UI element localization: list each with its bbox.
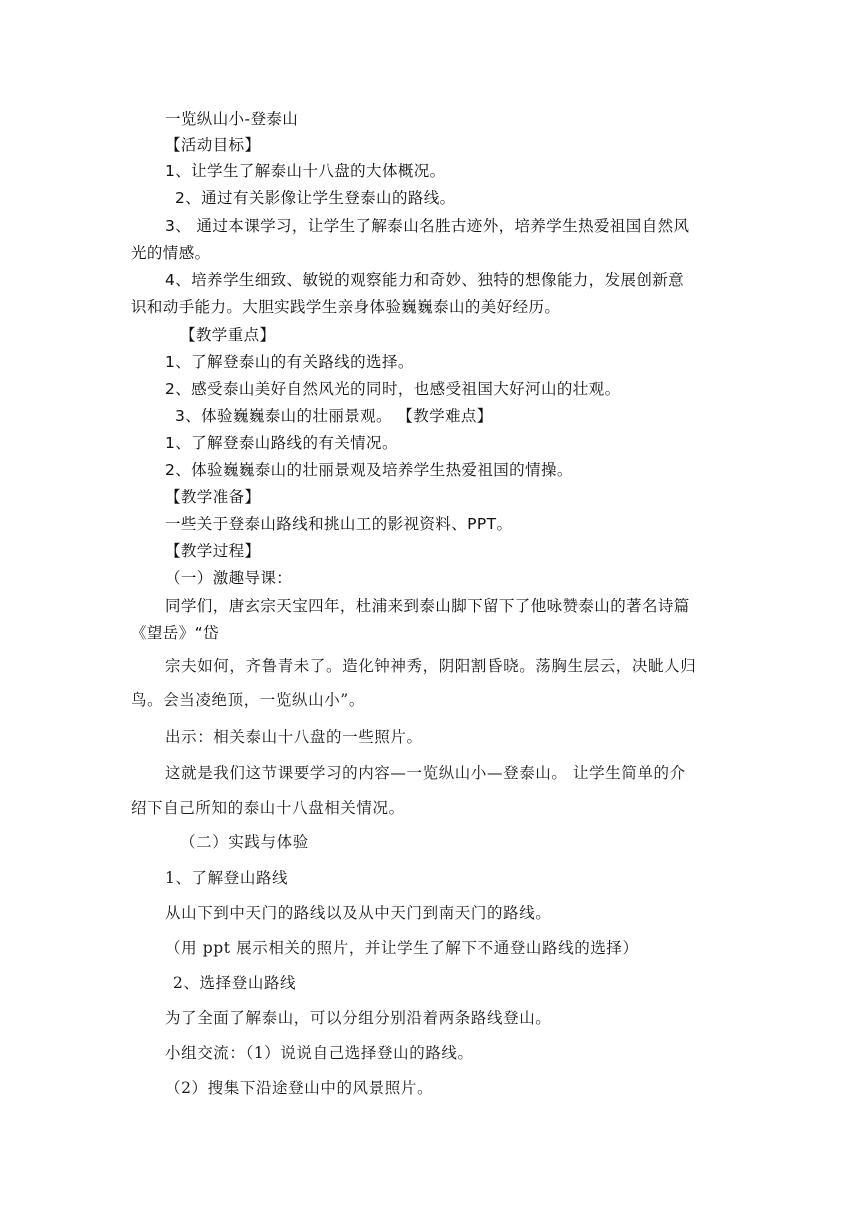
- doc-title: 一览纵山小-登泰山: [165, 110, 299, 128]
- lesson-content-cont: 绍下自己所知的泰山十八盘相关情况。: [131, 799, 405, 817]
- difficulty-2: 2、体验巍巍泰山的壮丽景观及培养学生热爱祖国的情操。: [165, 461, 573, 479]
- heading-key-points: 【教学重点】: [180, 326, 276, 344]
- goal-item-2: 2、通过有关影像让学生登泰山的路线。: [175, 189, 456, 207]
- heading-process: 【教学过程】: [165, 542, 261, 560]
- lesson-content-text: 这就是我们这节课要学习的内容—一览纵山小—登泰山。 让学生简单的介: [165, 764, 686, 782]
- difficulty-1: 1、了解登泰山路线的有关情况。: [165, 434, 398, 452]
- step-1-heading: 1、了解登山路线: [165, 869, 289, 887]
- section-2-heading: （二）实践与体验: [180, 833, 309, 851]
- heading-preparation: 【教学准备】: [165, 488, 261, 506]
- goal-item-3-cont: 光的情感。: [131, 244, 211, 262]
- key-point-1: 1、了解登泰山的有关路线的选择。: [165, 353, 414, 371]
- section-1-heading: （一）激趣导课：: [165, 569, 293, 587]
- group-exchange-1: 小组交流：（1）说说自己选择登山的路线。: [165, 1044, 474, 1062]
- intro-paragraph-cont: 《望岳》“岱: [131, 624, 219, 642]
- step-1-text: 从山下到中天门的路线以及从中天门到南天门的路线。: [165, 904, 552, 922]
- key-point-3-and-difficulty-heading: 3、体验巍巍泰山的壮丽景观。 【教学难点】: [175, 407, 493, 425]
- step-2-heading: 2、选择登山路线: [173, 974, 297, 992]
- preparation-text: 一些关于登泰山路线和挑山工的影视资料、PPT。: [165, 515, 513, 533]
- intro-paragraph: 同学们，唐玄宗天宝四年，杜浦来到泰山脚下留下了他咏赞泰山的著名诗篇: [165, 597, 690, 615]
- goal-item-4-cont: 识和动手能力。大胆实践学生亲身体验巍巍泰山的美好经历。: [131, 298, 561, 316]
- step-2-text: 为了全面了解泰山，可以分组分别沿着两条路线登山。: [165, 1009, 552, 1027]
- goal-item-1: 1、让学生了解泰山十八盘的大体概况。: [165, 162, 446, 180]
- heading-activity-goals: 【活动目标】: [165, 136, 261, 154]
- goal-item-3: 3、 通过本课学习，让学生了解泰山名胜古迹外，培养学生热爱祖国自然风: [165, 217, 690, 235]
- goal-item-4: 4、培养学生细致、敏锐的观察能力和奇妙、独特的想像能力，发展创新意: [165, 271, 685, 289]
- key-point-2: 2、感受泰山美好自然风光的同时，也感受祖国大好河山的壮观。: [165, 380, 621, 398]
- poem-line-2: 鸟。会当凌绝顶，一览纵山小”。: [131, 691, 365, 709]
- show-photos-text: 出示：相关泰山十八盘的一些照片。: [165, 728, 423, 746]
- group-exchange-2: （2）搜集下沿途登山中的风景照片。: [165, 1079, 434, 1097]
- step-1-note: （用 ppt 展示相关的照片，并让学生了解下不通登山路线的选择）: [165, 939, 639, 957]
- poem-line-1: 宗夫如何，齐鲁青未了。造化钟神秀，阴阳割昏晓。荡胸生层云，决眦人归: [165, 657, 697, 675]
